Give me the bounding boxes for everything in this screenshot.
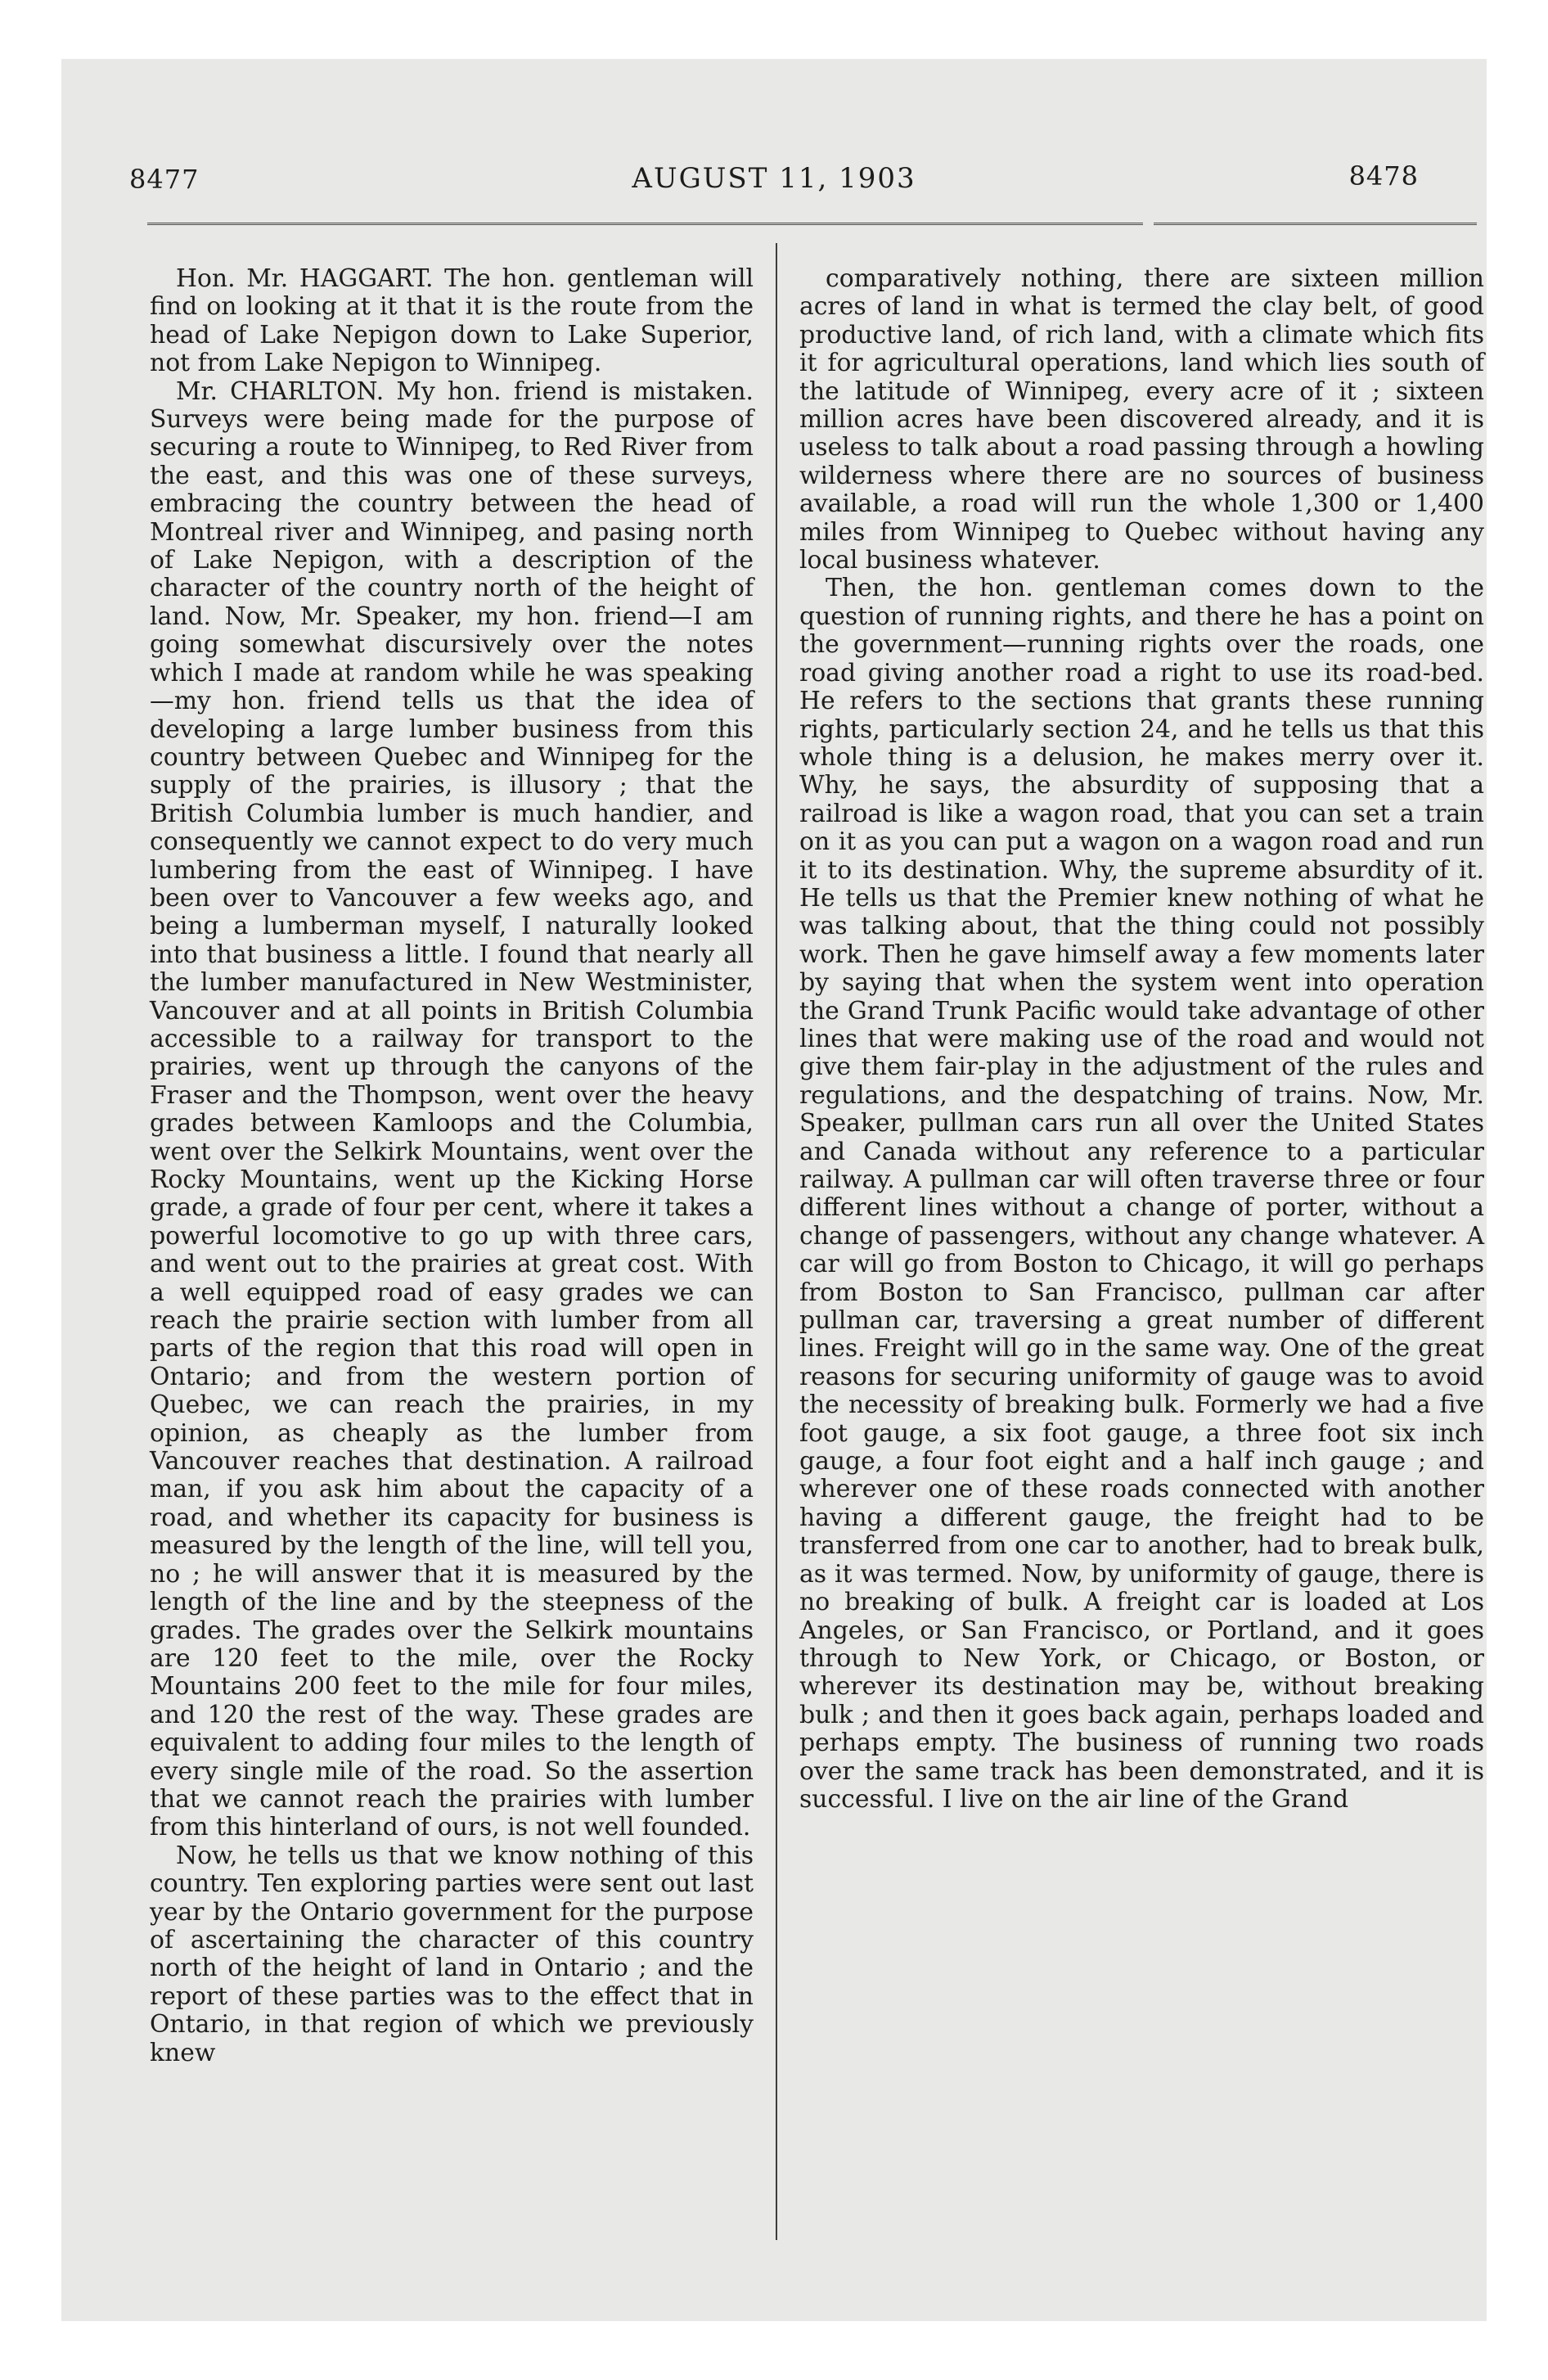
header-rule-right bbox=[1154, 223, 1477, 225]
page-header bbox=[61, 59, 1487, 206]
page-number-right: 8478 bbox=[1348, 160, 1419, 192]
header-rule-left bbox=[147, 223, 1143, 225]
paragraph: Mr. CHARLTON. My hon. friend is mistaken. Surveys were being made for the purpose of securing a route to Winnipeg, to Red River from the east, and this was one of these surveys, embracing the country between the head of Montreal river and Winnipeg, and pasing north of Lake Nepigon, with a description of the character of the country north of the height of land. Now, Mr. Speaker, my hon. friend—I am going somewhat discursively over the notes which I made at random while he was speaking—my hon. friend tells us that the idea of developing a large lumber business from this country between Quebec and Winnipeg for the supply of the prairies, is illusory ; that the British Columbia lumber is much handier, and consequently we cannot expect to do very much lumbering from the east of Winnipeg. I have been over to Vancouver a few weeks ago, and being a lumberman myself, I naturally looked into that business a little. I found that nearly all the lumber manufactured in New Westminister, Vancouver and at all points in British Columbia accessible to a railway for transport to the prairies, went up through the canyons of the Fraser and the Thompson, went over the heavy grades between Kamloops and the Columbia, went over the Selkirk Mountains, went over the Rocky Mountains, went up the Kicking Horse grade, a grade of four per cent, where it takes a powerful locomotive to go up with three cars, and went out to the prairies at great cost. With a well equipped road of easy grades we can reach the prairie section with lumber from all parts of the region that this road will open in Ontario; and from the western portion of Quebec, we can reach the prairies, in my opinion, as cheaply as the lumber from Vancouver reaches that destination. A railroad man, if you ask him about the capacity of a road, and whether its capacity for business is measured by the length of the line, will tell you, no ; he will answer that it is measured by the length of the line and by the steepness of the grades. The grades over the Selkirk mountains are 120 feet to the mile, over the Rocky Mountains 200 feet to the mile for four miles, and 120 the rest of the way. These grades are equivalent to adding four miles to the length of every single mile of the road. So the assertion that we cannot reach the prairies with lumber from this hinterland of ours, is not well founded. bbox=[150, 376, 754, 1842]
paragraph: comparatively nothing, there are sixteen million acres of land in what is termed the clay belt, of good productive land, of rich land, with a climate which fits it for agricultural operations, land which lies south of the latitude of Winnipeg, every acre of it ; sixteen million acres have been discovered already, and it is useless to talk about a road passing through a howling wilderness where there are no sources of business available, a road will run the whole 1,300 or 1,400 miles from Winnipeg to Quebec without having any local business whatever. bbox=[799, 264, 1484, 575]
page-number-left: 8477 bbox=[129, 164, 200, 195]
scanned-page bbox=[61, 59, 1487, 2321]
paragraph: Then, the hon. gentleman comes down to the question of running rights, and there he has a point on the government—running rights over the roads, one road giving another road a right to use its road-bed. He refers to the sections that grants these running rights, particularly section 24, and he tells us that this whole thing is a delusion, he makes merry over it. Why, he says, the absurdity of supposing that a railroad is like a wagon road, that you can set a train on it as you can put a wagon on a wagon road and run it to its destination. Why, the supreme absurdity of it. He tells us that the Premier knew nothing of what he was talking about, that the thing could not possibly work. Then he gave himself away a few moments later by saying that when the system went into operation the Grand Trunk Pacific would take advantage of other lines that were making use of the road and would not give them fair-play in the adjustment of the rules and regulations, and the despatching of trains. Now, Mr. Speaker, pullman cars run all over the United States and Canada without any reference to a particular railway. A pullman car will often traverse three or four different lines without a change of porter, without a change of passengers, without any change whatever. A car will go from Boston to Chicago, it will go perhaps from Boston to San Francisco, pullman car after pullman car, traversing a great number of different lines. Freight will go in the same way. One of the great reasons for securing uniformity of gauge was to avoid the necessity of breaking bulk. Formerly we had a five foot gauge, a six foot gauge, a three foot six inch gauge, a four foot eight and a half inch gauge ; and wherever one of these roads connected with another having a different gauge, the freight had to be transferred from one car to another, had to break bulk, as it was termed. Now, by uniformity of gauge, there is no breaking of bulk. A freight car is loaded at Los Angeles, or San Francisco, or Portland, and it goes through to New York, or Chicago, or Boston, or wherever its destination may be, without breaking bulk ; and then it goes back again, perhaps loaded and perhaps empty. The business of running two roads over the same track has been demonstrated, and it is successful. I live on the air line of the Grand bbox=[799, 574, 1484, 1814]
right-column bbox=[799, 265, 1484, 1814]
paragraph: Now, he tells us that we know nothing of this country. Ten exploring parties were sent out last year by the Ontario government for the purpose of ascertaining the character of this country north of the height of land in Ontario ; and the report of these parties was to the effect that in Ontario, in that region of which we previously knew bbox=[150, 1841, 754, 2067]
paragraph: Hon. Mr. HAGGART. The hon. gentleman will find on looking at it that it is the route from the head of Lake Nepigon down to Lake Superior, not from Lake Nepigon to Winnipeg. bbox=[150, 264, 754, 378]
left-column bbox=[150, 265, 754, 2067]
page-date: AUGUST 11, 1903 bbox=[632, 162, 916, 195]
column-divider bbox=[776, 243, 777, 2240]
